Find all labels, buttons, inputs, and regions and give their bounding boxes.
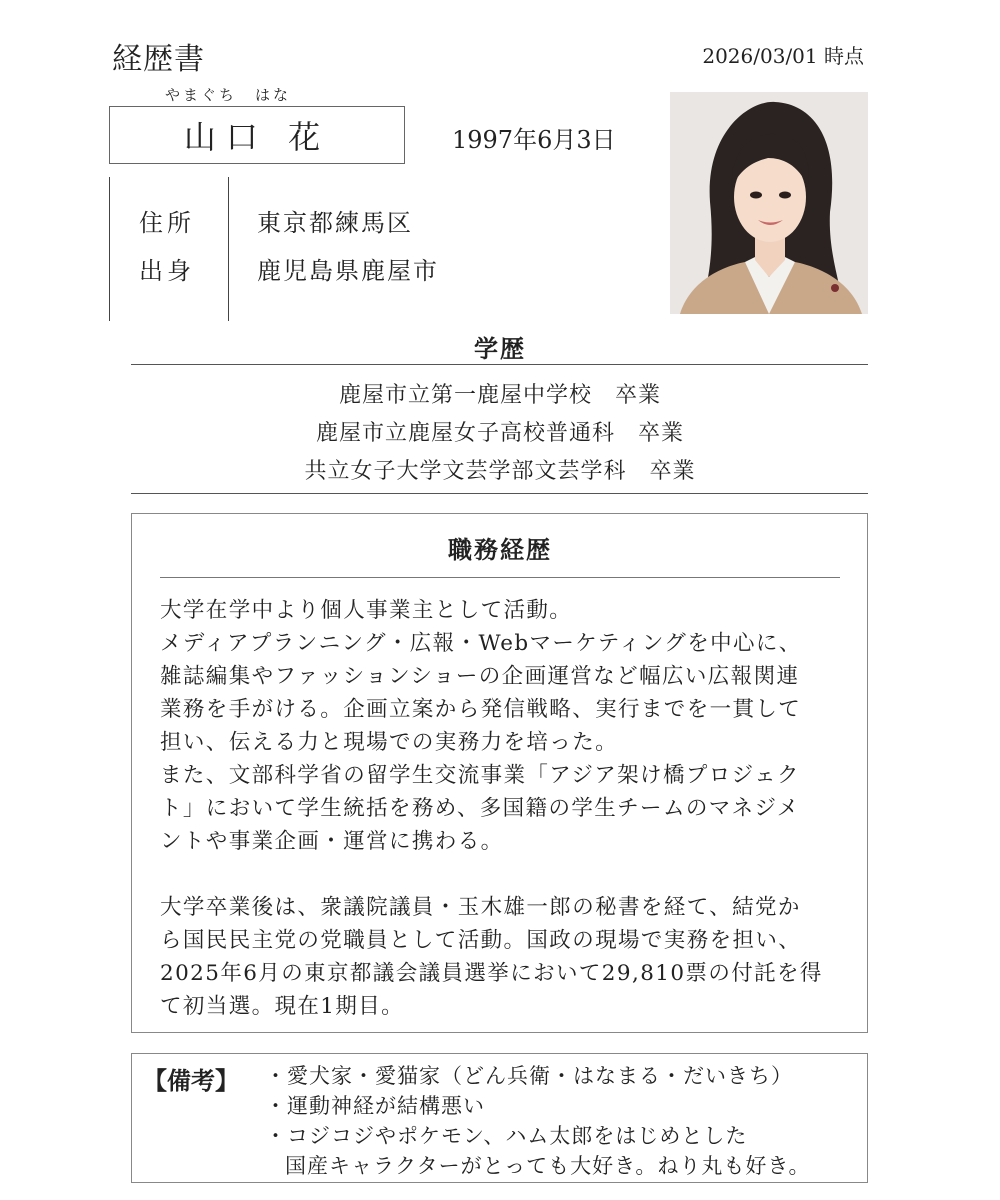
info-left-rule bbox=[109, 177, 110, 321]
as-of-date: 2026/03/01 時点 bbox=[702, 44, 864, 68]
education-item: 鹿屋市立鹿屋女子高校普通科 卒業 bbox=[315, 421, 684, 446]
info-mid-rule bbox=[228, 177, 229, 321]
remarks-list bbox=[265, 1061, 810, 1181]
paragraph-gap bbox=[160, 858, 850, 891]
full-name: 山口 花 bbox=[183, 118, 331, 156]
remarks-item: ・愛犬家・愛猫家（どん兵衛・はなまる・だいきち） bbox=[265, 1064, 793, 1088]
career-paragraph: 大学在学中より個人事業主として活動。 メディアプランニング・広報・Webマーケティングを中心に、 雑誌編集やファッションショーの企画運営など幅広い広報関連 業務を手がける。企画立案から発信戦略、実行までを一貫して 担い、伝える力と現場での実務力を培った。 また、文部科学省の留学生交流事業「アジア架け橋プロジェク ト」において学生統括を務め、多国籍の学生チームのマネジメ ントや事業企画・運営に携わる。 bbox=[160, 598, 802, 854]
hometown-label: 出身 bbox=[139, 257, 195, 285]
career-text bbox=[160, 594, 850, 1023]
remarks-label: 【備考】 bbox=[143, 1066, 239, 1095]
address-label: 住所 bbox=[139, 209, 195, 237]
profile-photo bbox=[670, 92, 868, 314]
hometown-value: 鹿児島県鹿屋市 bbox=[257, 257, 439, 285]
education-item: 鹿屋市立第一鹿屋中学校 卒業 bbox=[338, 383, 661, 408]
address-value: 東京都練馬区 bbox=[257, 209, 413, 237]
career-title-rule bbox=[160, 577, 840, 578]
education-bottom-rule bbox=[131, 493, 868, 494]
remarks-item: ・運動神経が結構悪い bbox=[265, 1094, 485, 1118]
document-title: 経歴書 bbox=[112, 42, 205, 77]
education-item: 共立女子大学文芸学部文芸学科 卒業 bbox=[304, 459, 696, 484]
education-top-rule bbox=[131, 364, 868, 365]
career-title: 職務経歴 bbox=[448, 535, 552, 564]
remarks-item: ・コジコジやポケモン、ハム太郎をはじめとした bbox=[265, 1124, 748, 1148]
remarks-item-continuation: 国産キャラクターがとっても大好き。ねり丸も好き。 bbox=[285, 1154, 811, 1178]
education-title: 学歴 bbox=[474, 334, 526, 363]
career-paragraph: 大学卒業後は、衆議院議員・玉木雄一郎の秘書を経て、結党か ら国民民主党の党職員として活動。国政の現場で実務を担い、 2025年6月の東京都議会議員選挙において29,810票の付託を得 て初当選。現在1期目。 bbox=[160, 895, 823, 1019]
name-box bbox=[109, 106, 405, 164]
name-furigana: やまぐち はな bbox=[165, 86, 292, 104]
birthdate: 1997年6月3日 bbox=[452, 126, 616, 154]
